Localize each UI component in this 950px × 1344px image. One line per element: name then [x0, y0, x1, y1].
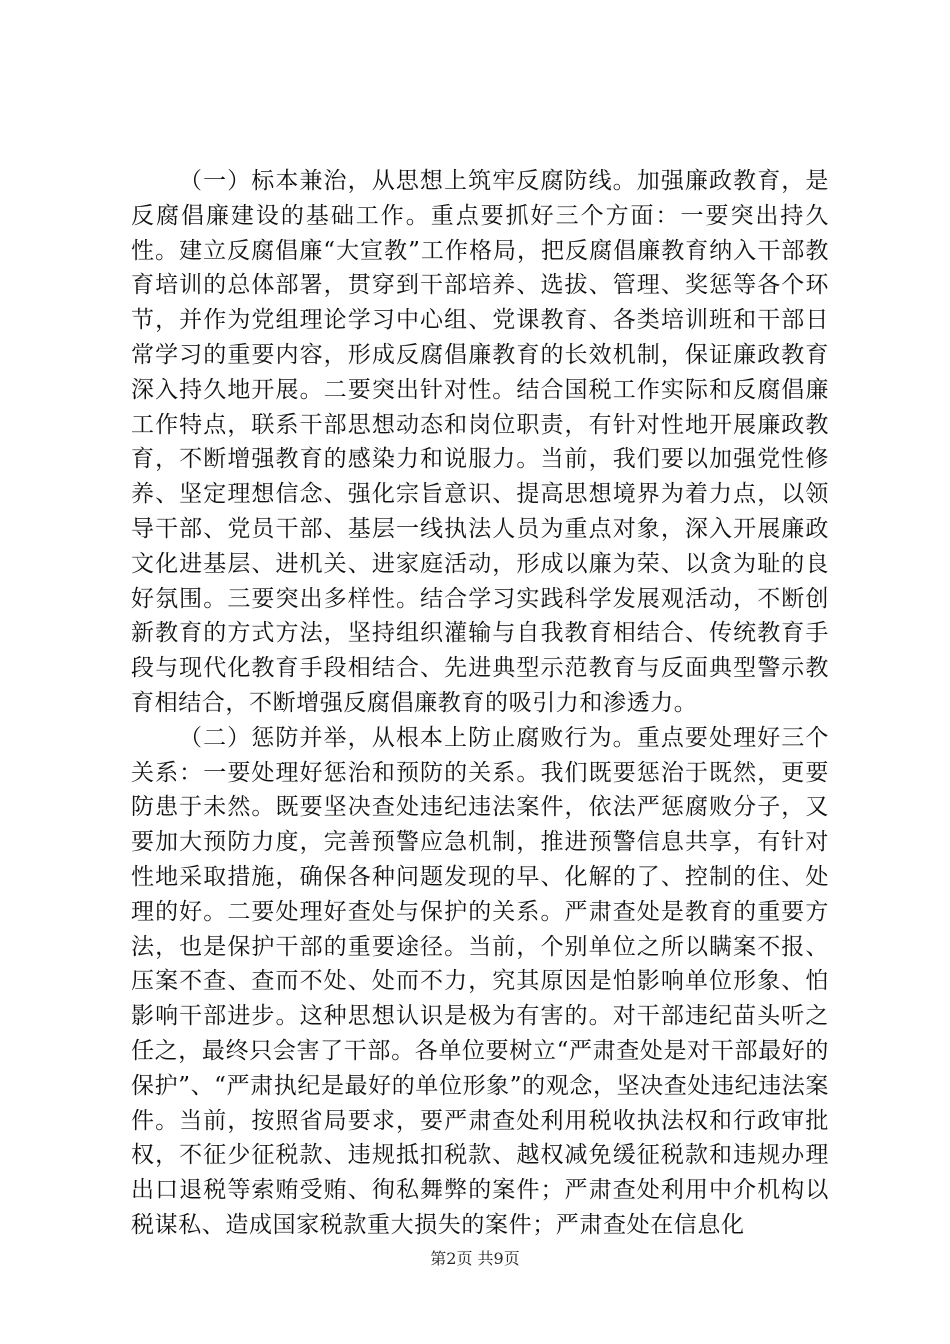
document-body [131, 164, 829, 1243]
paragraph-2: （二）惩防并举，从根本上防止腐败行为。重点要处理好三个关系：一要处理好惩治和预防的关系。我们既要惩治于既然，更要防患于未然。既要坚决查处违纪违法案件，依法严惩腐败分子，又要加大预防力度，完善预警应急机制，推进预警信息共享，有针对性地采取措施，确保各种问题发现的早、化解的了、控制的住、处理的好。二要处理好查处与保护的关系。严肃查处是教育的重要方法，也是保护干部的重要途径。当前，个别单位之所以瞒案不报、压案不查、查而不处、处而不力，究其原因是怕影响单位形象、怕影响干部进步。这种思想认识是极为有害的。对干部违纪苗头听之任之，最终只会害了干部。各单位要树立“严肃查处是对干部最好的保护”、“严肃执纪是最好的单位形象”的观念，坚决查处违纪违法案件。当前，按照省局要求，要严肃查处利用税收执法权和行政审批权，不征少征税款、违规抵扣税款、越权减免缓征税款和违规办理出口退税等索贿受贿、徇私舞弊的案件；严肃查处利用中介机构以税谋私、造成国家税款重大损失的案件；严肃查处在信息化 [131, 724, 829, 1238]
page-number-footer: 第2页 共9页 [430, 1249, 520, 1268]
paragraph-1: （一）标本兼治，从思想上筑牢反腐防线。加强廉政教育，是反腐倡廉建设的基础工作。重点要抓好三个方面：一要突出持久性。建立反腐倡廉“大宣教”工作格局，把反腐倡廉教育纳入干部教育培训的总体部署，贯穿到干部培养、选拔、管理、奖惩等各个环节，并作为党组理论学习中心组、党课教育、各类培训班和干部日常学习的重要内容，形成反腐倡廉教育的长效机制，保证廉政教育深入持久地开展。二要突出针对性。结合国税工作实际和反腐倡廉工作特点，联系干部思想动态和岗位职责，有针对性地开展廉政教育，不断增强教育的感染力和说服力。当前，我们要以加强党性修养、坚定理想信念、强化宗旨意识、提高思想境界为着力点，以领导干部、党员干部、基层一线执法人员为重点对象，深入开展廉政文化进基层、进机关、进家庭活动，形成以廉为荣、以贪为耻的良好氛围。三要突出多样性。结合学习实践科学发展观活动，不断创新教育的方式方法，坚持组织灌输与自我教育相结合、传统教育手段与现代化教育手段相结合、先进典型示范教育与反面典型警示教育相结合，不断增强反腐倡廉教育的吸引力和渗透力。 [131, 168, 829, 716]
